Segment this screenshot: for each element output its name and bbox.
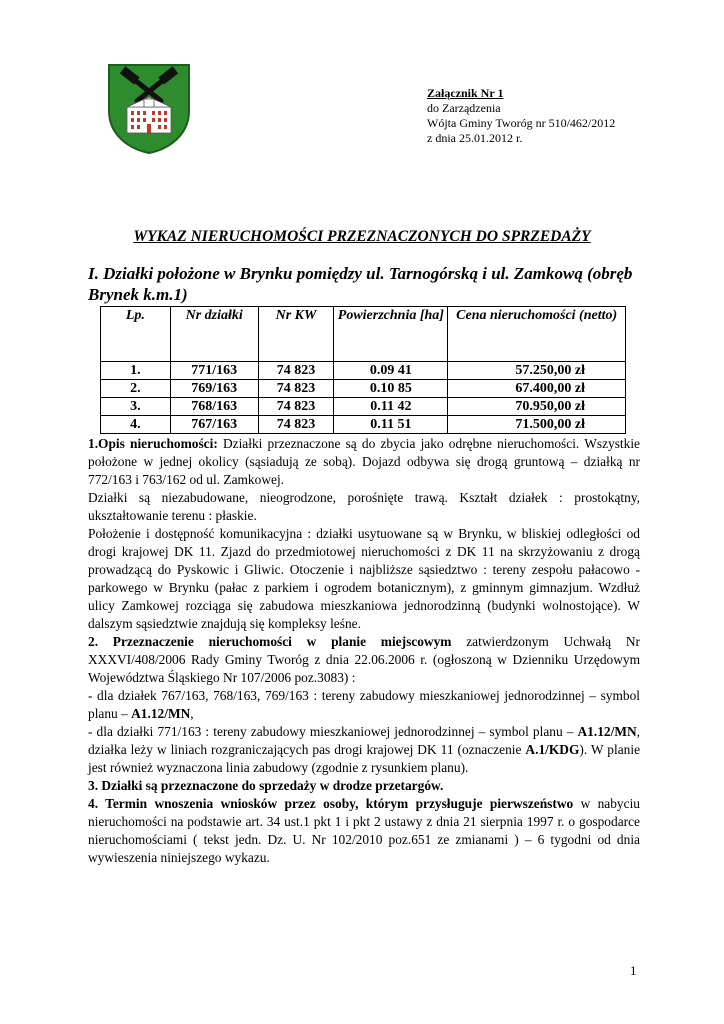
cell-area: 0.11 51 bbox=[334, 416, 448, 434]
cell-price: 70.950,00 zł bbox=[448, 398, 626, 416]
paragraph-description: 1.Opis nieruchomości: Działki przeznaczone są do zbycia jako odrębne nieruchomości. Wszystkie położone w jednej okolicy (sąsiadują ze sobą). Dojazd odbywa się drogą gruntową – działką nr 772/163 i 763/162 od ul. Zamkowej. bbox=[88, 436, 640, 487]
coat-of-arms-icon bbox=[107, 63, 191, 155]
annex-line-3: z dnia 25.01.2012 r. bbox=[427, 131, 523, 145]
cell-area: 0.09 41 bbox=[334, 362, 448, 380]
page-number: 1 bbox=[630, 963, 637, 978]
annex-line-2: Wójta Gminy Tworóg nr 510/462/2012 bbox=[427, 116, 616, 130]
cell-plot-number: 769/163 bbox=[170, 380, 258, 398]
cell-land-register: 74 823 bbox=[258, 362, 334, 380]
cell-lp: 2. bbox=[101, 380, 171, 398]
cell-lp: 1. bbox=[101, 362, 171, 380]
table-row bbox=[101, 398, 626, 416]
document-body bbox=[88, 435, 640, 867]
label-deadline: 4. Termin wnoszenia wniosków przez osoby, którym przysługuje pierwszeństwo bbox=[88, 796, 574, 811]
label-description: 1.Opis nieruchomości: bbox=[88, 436, 218, 451]
section-title: I. Działki położone w Brynku pomiędzy ul. Tarnogórską i ul. Zamkową (obręb Brynek k.m.1) bbox=[88, 264, 633, 304]
paragraph-plot-state: Działki są niezabudowane, nieogrodzone, porośnięte trawą. Kształt działek : prostokątny, ukształtowanie terenu : płaskie. bbox=[88, 490, 640, 523]
cell-lp: 3. bbox=[101, 398, 171, 416]
cell-land-register: 74 823 bbox=[258, 380, 334, 398]
cell-plot-number: 771/163 bbox=[170, 362, 258, 380]
paragraph-zoning-plots-a: - dla działek 767/163, 768/163, 769/163 : tereny zabudowy mieszkaniowej jednorodzinnej – symbol planu – A1.12/MN, bbox=[88, 688, 640, 721]
paragraph-zoning: 2. Przeznaczenie nieruchomości w planie miejscowym zatwierdzonym Uchwałą Nr XXXVI/408/2006 Rady Gminy Tworóg z dnia 22.06.2006 r. (ogłoszoną w Dzienniku Urzędowym Województwa Śląskiego Nr 107/2006 poz.3083) : bbox=[88, 634, 640, 685]
cell-area: 0.10 85 bbox=[334, 380, 448, 398]
header-plot-number: Nr działki bbox=[170, 307, 258, 362]
cell-price: 57.250,00 zł bbox=[448, 362, 626, 380]
cell-price: 71.500,00 zł bbox=[448, 416, 626, 434]
header-price: Cena nieruchomości (netto) bbox=[448, 307, 626, 362]
cell-land-register: 74 823 bbox=[258, 416, 334, 434]
cell-land-register: 74 823 bbox=[258, 398, 334, 416]
paragraph-deadline: 4. Termin wnoszenia wniosków przez osoby, którym przysługuje pierwszeństwo w nabyciu nieruchomości na podstawie art. 34 ust.1 pkt 1 i pkt 2 ustawy z dnia 21 sierpnia 1997 r. o gospodarce nieruchomościami ( tekst jedn. Dz. U. Nr 102/2010 poz.651 ze zmianami ) – 6 tygodni od dnia wywieszenia niniejszego wykazu. bbox=[88, 796, 640, 865]
label-zoning: 2. Przeznaczenie nieruchomości w planie miejscowym bbox=[88, 634, 452, 649]
cell-plot-number: 768/163 bbox=[170, 398, 258, 416]
table-header-row bbox=[101, 307, 626, 362]
annex-header bbox=[427, 86, 615, 146]
cell-plot-number: 767/163 bbox=[170, 416, 258, 434]
header-lp: Lp. bbox=[101, 307, 171, 362]
plots-table bbox=[100, 306, 626, 434]
table-row bbox=[101, 362, 626, 380]
header-area: Powierzchnia [ha] bbox=[334, 307, 448, 362]
paragraph-tender: 3. Działki są przeznaczone do sprzedaży w drodze przetargów. bbox=[88, 778, 444, 793]
annex-title: Załącznik Nr 1 bbox=[427, 86, 504, 100]
table-row bbox=[101, 380, 626, 398]
table-row bbox=[101, 416, 626, 434]
paragraph-location: Położenie i dostępność komunikacyjna : działki usytuowane są w Brynku, w bliskiej odległości od drogi krajowej DK 11. Zjazd do przedmiotowej nieruchomości z DK 11 na skrzyżowaniu z drogą prowadzącą do Pyskowic i Gliwic. Otoczenie i najbliższe sąsiedztwo : tereny zespołu pałacowo - parkowego w Brynku (pałac z parkiem i ogrodem botanicznym), z gminnym gimnazjum. Wzdłuż ulicy Zamkowej rozciąga się zabudowa mieszkaniowa jednorodzinną (budynki wolnostojące). W dalszym sąsiedztwie znajdują się kompleksy leśne. bbox=[88, 526, 640, 631]
header-land-register: Nr KW bbox=[258, 307, 334, 362]
paragraph-zoning-plots-b: - dla działki 771/163 : tereny zabudowy mieszkaniowej jednorodzinnej – symbol planu – A1.12/MN, działka leży w liniach rozgraniczających pas drogi krajowej DK 11 (oznaczenie A.1/KDG). W planie jest również wyznaczona linia zabudowy (zgodnie z rysunkiem planu). bbox=[88, 724, 641, 775]
cell-price: 67.400,00 zł bbox=[448, 380, 626, 398]
document-title: WYKAZ NIERUCHOMOŚCI PRZEZNACZONYCH DO SPRZEDAŻY bbox=[133, 228, 591, 245]
cell-area: 0.11 42 bbox=[334, 398, 448, 416]
annex-line-1: do Zarządzenia bbox=[427, 101, 501, 115]
cell-lp: 4. bbox=[101, 416, 171, 434]
